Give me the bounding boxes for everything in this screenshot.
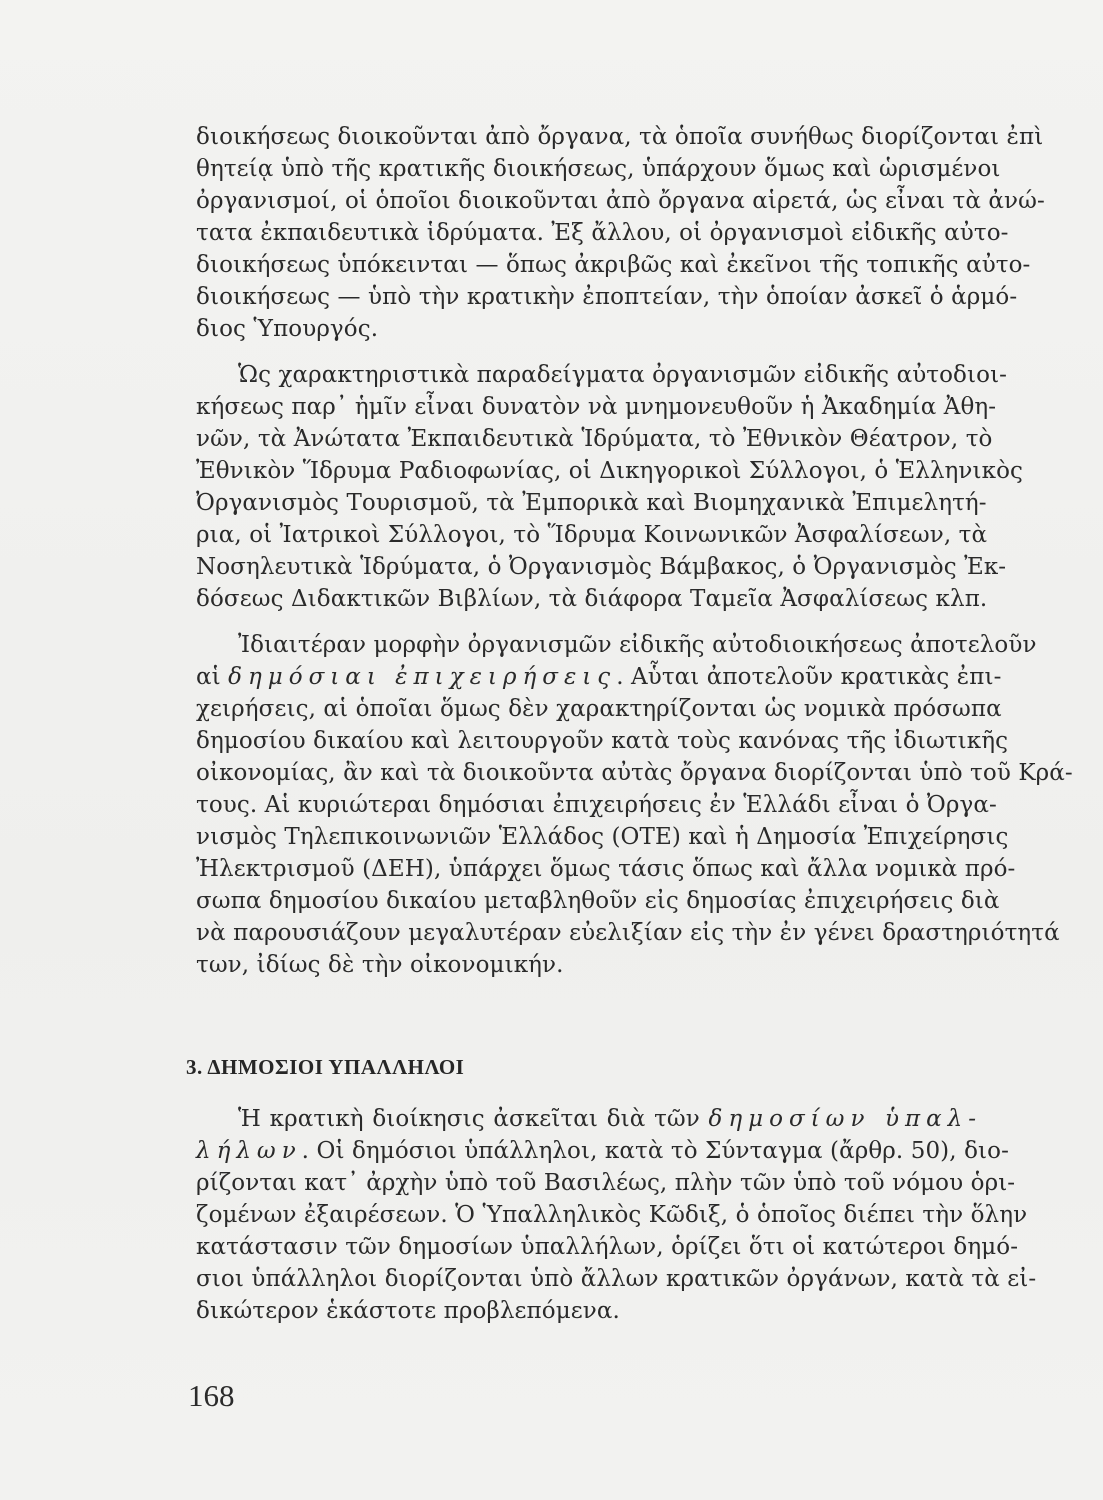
text-line: χειρήσεις, αἱ ὁποῖαι ὅμως δὲν χαρακτηρίζονται ὡς νομικὰ πρόσωπα bbox=[196, 696, 1002, 722]
text-line-with-emphasis bbox=[196, 662, 1002, 692]
emphasized-term: λήλων bbox=[196, 1138, 302, 1164]
text-line: Ἠλεκτρισμοῦ (ΔΕΗ), ὑπάρχει ὅμως τάσις ὅπως καὶ ἄλλα νομικὰ πρό- bbox=[196, 856, 1016, 882]
text-line: δόσεως Διδακτικῶν Βιβλίων, τὰ διάφορα Ταμεῖα Ἀσφαλίσεως κλπ. bbox=[196, 586, 988, 612]
text-line: Ὀργανισμὸς Τουρισμοῦ, τὰ Ἐμπορικὰ καὶ Βιομηχανικὰ Ἐπιμελητή- bbox=[196, 490, 987, 516]
text-line: ζομένων ἐξαιρέσεων. Ὁ Ὑπαλληλικὸς Κῶδιξ, ὁ ὁποῖος διέπει τὴν ὅλην bbox=[196, 1202, 1028, 1228]
text-segment: . Αὗται ἀποτελοῦν κρατικὰς ἐπι- bbox=[616, 664, 1002, 690]
text-line: οἰκονομίας, ἂν καὶ τὰ διοικοῦντα αὐτὰς ὄργανα διορίζονται ὑπὸ τοῦ Κρά- bbox=[196, 760, 1073, 786]
text-line-with-emphasis bbox=[196, 1136, 1009, 1166]
text-line: ρια, οἱ Ἰατρικοὶ Σύλλογοι, τὸ Ἵδρυμα Κοινωνικῶν Ἀσφαλίσεων, τὰ bbox=[196, 522, 988, 548]
emphasized-term: δημοσίων ὑπαλ- bbox=[708, 1106, 982, 1132]
text-line: διοικήσεως ὑπόκεινται — ὅπως ἀκριβῶς καὶ ἐκεῖνοι τῆς τοπικῆς αὐτο- bbox=[196, 252, 1031, 278]
text-line: θητείᾳ ὑπὸ τῆς κρατικῆς διοικήσεως, ὑπάρχουν ὅμως καὶ ὡρισμένοι bbox=[196, 156, 1001, 182]
text-line: Νοσηλευτικὰ Ἱδρύματα, ὁ Ὀργανισμὸς Βάμβακος, ὁ Ὀργανισμὸς Ἐκ- bbox=[196, 554, 1007, 580]
text-segment: αἱ bbox=[196, 664, 229, 690]
emphasized-term: δημόσιαι ἐπιχειρήσεις bbox=[228, 664, 617, 690]
page-number: 168 bbox=[188, 1378, 235, 1413]
text-line: νῶν, τὰ Ἀνώτατα Ἐκπαιδευτικὰ Ἱδρύματα, τὸ Ἐθνικὸν Θέατρον, τὸ bbox=[196, 426, 993, 452]
text-line: Ἐθνικὸν Ἵδρυμα Ραδιοφωνίας, οἱ Δικηγορικοὶ Σύλλογοι, ὁ Ἑλληνικὸς bbox=[196, 458, 1024, 484]
text-line: ὀργανισμοί, οἱ ὁποῖοι διοικοῦνται ἀπὸ ὄργανα αἱρετά, ὡς εἶναι τὰ ἀνώ- bbox=[196, 188, 1045, 214]
text-line: κατάστασιν τῶν δημοσίων ὑπαλλήλων, ὁρίζει ὅτι οἱ κατώτεροι δημό- bbox=[196, 1234, 1019, 1260]
text-line: κήσεως παρ᾿ ἡμῖν εἶναι δυνατὸν νὰ μνημονευθοῦν ἡ Ἀκαδημία Ἀθη- bbox=[196, 394, 997, 420]
text-line: διος Ὑπουργός. bbox=[196, 316, 379, 342]
text-line: σωπα δημοσίου δικαίου μεταβληθοῦν εἰς δημοσίας ἐπιχειρήσεις διὰ bbox=[196, 888, 1000, 914]
text-line: Ἰδιαιτέραν μορφὴν ὀργανισμῶν εἰδικῆς αὐτοδιοικήσεως ἀποτελοῦν bbox=[238, 632, 1037, 658]
text-line: Ὡς χαρακτηριστικὰ παραδείγματα ὀργανισμῶν εἰδικῆς αὐτοδιοι- bbox=[238, 362, 1008, 388]
text-line: νισμὸς Τηλεπικοινωνιῶν Ἑλλάδος (ΟΤΕ) καὶ ἡ Δημοσία Ἐπιχείρησις bbox=[196, 824, 1009, 850]
text-segment: Ἡ κρατικὴ διοίκησις ἀσκεῖται διὰ τῶν bbox=[238, 1106, 709, 1132]
text-line-with-emphasis bbox=[238, 1104, 982, 1134]
text-line: διοικήσεως διοικοῦνται ἀπὸ ὄργανα, τὰ ὁποῖα συνήθως διορίζονται ἐπὶ bbox=[196, 124, 1044, 150]
text-line: σιοι ὑπάλληλοι διορίζονται ὑπὸ ἄλλων κρατικῶν ὀργάνων, κατὰ τὰ εἰ- bbox=[196, 1266, 1037, 1292]
text-line: ρίζονται κατ᾿ ἀρχὴν ὑπὸ τοῦ Βασιλέως, πλὴν τῶν ὑπὸ τοῦ νόμου ὁρι- bbox=[196, 1170, 1016, 1196]
text-line: τους. Αἱ κυριώτεραι δημόσιαι ἐπιχειρήσεις ἐν Ἑλλάδι εἶναι ὁ Ὀργα- bbox=[196, 792, 997, 818]
text-line: δικώτερον ἑκάστοτε προβλεπόμενα. bbox=[196, 1298, 620, 1324]
text-line: νὰ παρουσιάζουν μεγαλυτέραν εὐελιξίαν εἰς τὴν ἐν γένει δραστηριότητά bbox=[196, 920, 1060, 946]
text-line: δημοσίου δικαίου καὶ λειτουργοῦν κατὰ τοὺς κανόνας τῆς ἰδιωτικῆς bbox=[196, 728, 1009, 754]
section-heading: 3. ΔΗΜΟΣΙΟΙ ΥΠΑΛΛΗΛΟΙ bbox=[186, 1055, 465, 1079]
text-segment: . Οἱ δημόσιοι ὑπάλληλοι, κατὰ τὸ Σύνταγμα (ἄρθρ. 50), διο- bbox=[301, 1138, 1009, 1164]
text-line: των, ἰδίως δὲ τὴν οἰκονομικήν. bbox=[196, 952, 564, 978]
text-line: τατα ἐκπαιδευτικὰ ἱδρύματα. Ἐξ ἄλλου, οἱ ὀργανισμοὶ εἰδικῆς αὐτο- bbox=[196, 220, 1009, 246]
text-line: διοικήσεως — ὑπὸ τὴν κρατικὴν ἐποπτείαν, τὴν ὁποίαν ἀσκεῖ ὁ ἁρμό- bbox=[196, 284, 1018, 310]
